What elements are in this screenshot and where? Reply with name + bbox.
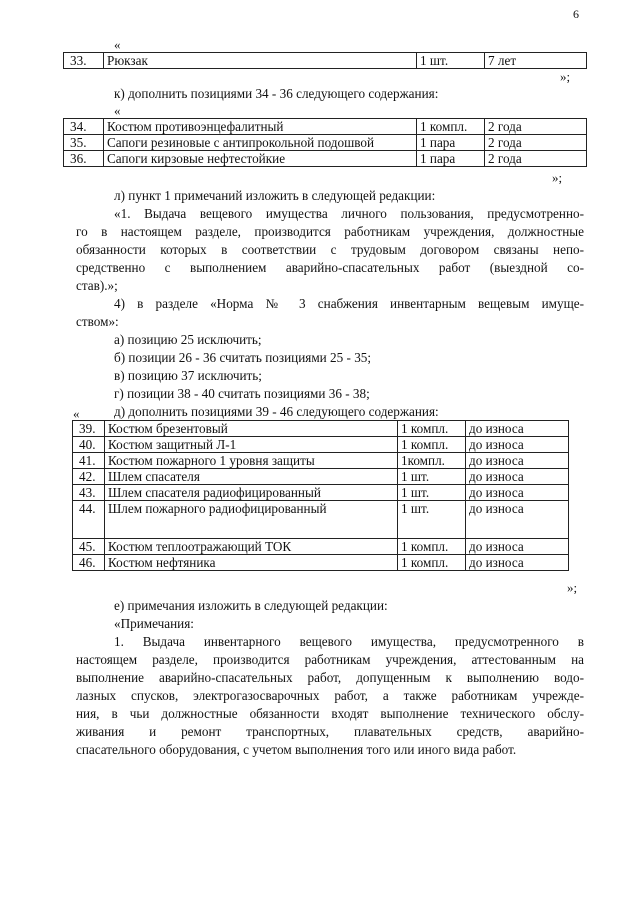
final-note-line: выполнение аварийно-спасательных работ, допущенным к выполнению водо- [76, 670, 584, 685]
para-e: е) примечания изложить в следующей редакции: [114, 598, 388, 613]
quote-open: « [73, 406, 80, 421]
table-row [64, 135, 587, 151]
table-3 [72, 420, 569, 571]
quote-close: »; [552, 170, 563, 185]
table-2 [63, 118, 587, 167]
item-qty: 1 пара [417, 151, 485, 167]
page-number: 6 [573, 7, 579, 21]
table-row [73, 539, 569, 555]
item-name: Рюкзак [104, 53, 417, 69]
sub-item-b: б) позиции 26 - 36 считать позициями 25 - 35; [114, 350, 372, 365]
row-number: 33. [64, 53, 104, 69]
quote-close: »; [560, 69, 571, 84]
row-number: 40. [73, 437, 105, 453]
note1-line: го в настоящем разделе, производится работникам учреждения, должностные [76, 224, 584, 239]
table-row [73, 485, 569, 501]
sub-item-d: д) дополнить позициями 39 - 46 следующего содержания: [114, 404, 439, 419]
table-row [64, 53, 587, 69]
item-name: Шлем спасателя [105, 469, 398, 485]
item-term: до износа [466, 453, 569, 469]
table-row [64, 151, 587, 167]
item-term: 2 года [485, 119, 587, 135]
final-note-line: ния, в чьи должностные обязанности входят выполнение технического обслу- [76, 706, 584, 721]
sub-item-v: в) позицию 37 исключить; [114, 368, 262, 383]
item-term: до износа [466, 437, 569, 453]
quote-close: »; [567, 580, 578, 595]
item-name: Сапоги резиновые с антипрокольной подошвой [104, 135, 417, 151]
item-qty: 1 шт. [398, 501, 466, 539]
item-qty: 1 компл. [398, 437, 466, 453]
row-number: 44. [73, 501, 105, 539]
row-number: 36. [64, 151, 104, 167]
item-qty: 1 шт. [398, 469, 466, 485]
row-number: 39. [73, 421, 105, 437]
item-qty: 1компл. [398, 453, 466, 469]
quote-open: « [114, 37, 121, 52]
row-number: 43. [73, 485, 105, 501]
item-qty: 1 пара [417, 135, 485, 151]
note1-line: став).»; [76, 278, 118, 293]
row-number: 34. [64, 119, 104, 135]
table-row [73, 437, 569, 453]
item-term: до износа [466, 555, 569, 571]
item-name: Костюм пожарного 1 уровня защиты [105, 453, 398, 469]
table-row [73, 453, 569, 469]
final-note-line: 1. Выдача инвентарного вещевого имущества, предусмотренного в [114, 634, 584, 649]
item-qty: 1 компл. [398, 555, 466, 571]
item-term: 7 лет [485, 53, 587, 69]
final-note-line: лазных спусков, электрогазосварочных работ, а также работникам учрежде- [76, 688, 584, 703]
final-note-line: настоящем разделе, производится работникам учреждения, аттестованным на [76, 652, 584, 667]
row-number: 35. [64, 135, 104, 151]
sub-item-g: г) позиции 38 - 40 считать позициями 36 - 38; [114, 386, 370, 401]
sub-item-a: а) позицию 25 исключить; [114, 332, 262, 347]
item-name: Сапоги кирзовые нефтестойкие [104, 151, 417, 167]
para-k: к) дополнить позициями 34 - 36 следующего содержания: [114, 86, 439, 101]
item-term: до износа [466, 421, 569, 437]
final-note-line: живания и ремонт транспортных, плавательных средств, аварийно- [76, 724, 584, 739]
row-number: 42. [73, 469, 105, 485]
table-row [73, 469, 569, 485]
table-row [64, 119, 587, 135]
table-row [73, 421, 569, 437]
row-number: 46. [73, 555, 105, 571]
item-term: до износа [466, 485, 569, 501]
item-name: Костюм нефтяника [105, 555, 398, 571]
table-row [73, 501, 569, 539]
row-number: 41. [73, 453, 105, 469]
note1-line: обязанности которых в соответствии с трудовым договором связаны непо- [76, 242, 584, 257]
item-term: 2 года [485, 135, 587, 151]
table-1 [63, 52, 587, 69]
item-name: Костюм противоэнцефалитный [104, 119, 417, 135]
item-name: Шлем пожарного радиофицированный [105, 501, 398, 539]
item-qty: 1 компл. [398, 539, 466, 555]
notes-heading: «Примечания: [114, 616, 194, 631]
item-qty: 1 шт. [417, 53, 485, 69]
item-qty: 1 компл. [398, 421, 466, 437]
item-name: Костюм теплоотражающий ТОК [105, 539, 398, 555]
item4-line: 4) в разделе «Норма № 3 снабжения инвентарным вещевым имуще- [114, 296, 584, 311]
item4-line: ством»: [76, 314, 119, 329]
note1-line: «1. Выдача вещевого имущества личного пользования, предусмотренно- [114, 206, 584, 221]
item-term: до износа [466, 539, 569, 555]
item-qty: 1 компл. [417, 119, 485, 135]
item-term: 2 года [485, 151, 587, 167]
item-qty: 1 шт. [398, 485, 466, 501]
quote-open: « [114, 103, 121, 118]
item-name: Костюм защитный Л-1 [105, 437, 398, 453]
row-number: 45. [73, 539, 105, 555]
note1-line: средственно с выполнением аварийно-спасательных работ (выездной со- [76, 260, 584, 275]
final-note-line: спасательного оборудования, с учетом выполнения того или иного вида работ. [76, 742, 517, 757]
para-l: л) пункт 1 примечаний изложить в следующей редакции: [114, 188, 436, 203]
item-term: до износа [466, 501, 569, 539]
item-name: Шлем спасателя радиофицированный [105, 485, 398, 501]
item-term: до износа [466, 469, 569, 485]
table-row [73, 555, 569, 571]
item-name: Костюм брезентовый [105, 421, 398, 437]
